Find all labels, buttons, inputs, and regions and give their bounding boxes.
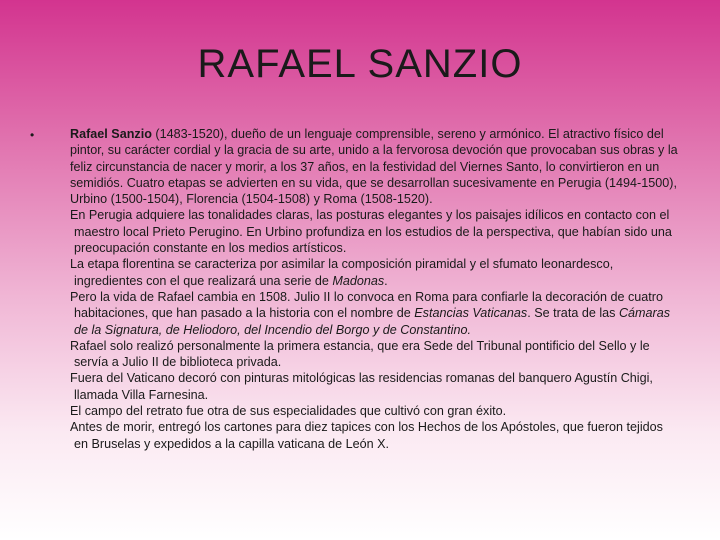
paragraph-estancia: Rafael solo realizó personalmente la primera estancia, que era Sede del Tribunal pontificio del Sello y le servía a Julio II de biblioteca privada. [70,338,650,370]
paragraph-roma: Pero la vida de Rafael cambia en 1508. Julio II lo convoca en Roma para confiarle la decoración de cuatro habitaciones, que han pasado a la historia con el nombre de Estancias Vaticanas. Se trata de las Cámaras de la Signatura, de Heliodoro, del Incendio del Borgo y de Constantino. [70,289,671,337]
camaras-text: Cámaras de la Signatura, de Heliodoro, del Incendio del Borgo y de Constantino. [74,306,671,337]
paragraph-intro [70,126,680,207]
paragraph-retrato: El campo del retrato fue otra de sus especialidades que cultivó con gran éxito. [70,404,507,419]
paragraph-florencia: La etapa florentina se caracteriza por asimilar la composición piramidal y el sfumato leonardesco, ingredientes con el que realizará una serie de Madonas. [70,257,614,288]
artist-name: Rafael Sanzio [70,127,152,141]
paragraph-tapices: Antes de morir, entregó los cartones para diez tapices con los Hechos de los Apóstoles, que fueron tejidos en Bruselas y expedidos a la capilla vaticana de León X. [70,420,663,451]
paragraph-perugia: En Perugia adquiere las tonalidades claras, las posturas elegantes y los paisajes idílicos en contacto con el maestro local Prieto Perugino. En Urbino profundiza en los estudios de la perspectiva, que habían sido una preocupación constante en los medios artísticos. [70,208,672,256]
madonas-text: Madonas [332,273,385,288]
slide-title: RAFAEL SANZIO [197,42,523,86]
slide-body [0,126,720,452]
intro-text: (1483-1520), dueño de un lenguaje comprensible, sereno y armónico. El atractivo físico del pintor, su carácter cordial y la gracia de su arte, unido a la fervorosa devoción que provocaban sus obras y la feliz circunstancia de nacer y morir, a los 37 años, en la festividad del Viernes Santo, lo convirtieron en un semidiós. Cuatro etapas se advierten en su vida, que se desarrollan sucesivamente en Perugia (1494-1500), Urbino (1500-1504), Florencia (1504-1508) y Roma (1508-1520). [70,127,678,207]
estancias-text: Estancias Vaticanas [414,306,528,321]
paragraph-farnesina: Fuera del Vaticano decoró con pinturas mitológicas las residencias romanas del banquero Agustín Chigi, llamada Villa Farnesina. [70,371,653,402]
bullet-marker: • [30,128,35,142]
